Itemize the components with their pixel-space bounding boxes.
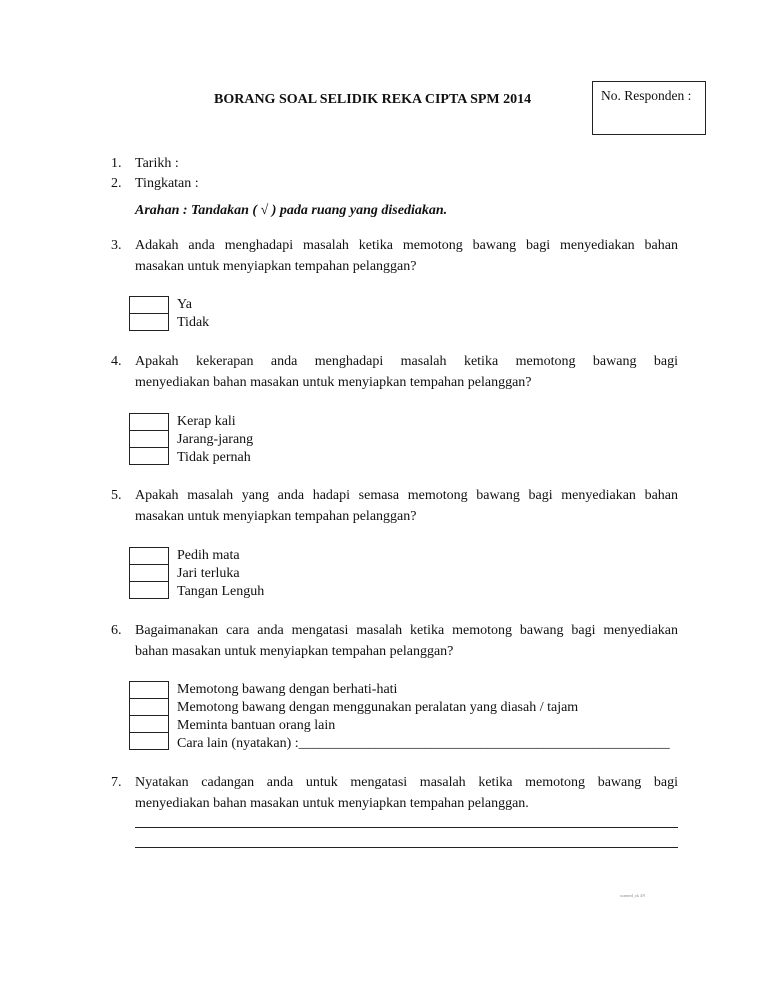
q6-option-cara-lain: Cara lain (nyatakan) :_____________________________________________________: [177, 736, 670, 751]
q5-text-line1: Apakah masalah yang anda hadapi semasa memotong bawang bagi menyediakan bahan: [135, 488, 678, 503]
q2-form-level-label: Tingkatan :: [135, 176, 199, 191]
q7-answer-line-2[interactable]: [135, 847, 678, 848]
q4-checkbox-jarang-jarang[interactable]: [129, 430, 169, 448]
q4-checkbox-tidak-pernah[interactable]: [129, 447, 169, 465]
q6-number: 6.: [111, 623, 122, 638]
q4-number: 4.: [111, 354, 122, 369]
q4-checkbox-group: [129, 413, 169, 465]
q3-checkbox-ya[interactable]: [129, 296, 169, 314]
q5-number: 5.: [111, 488, 122, 503]
respondent-number-label: No. Responden :: [601, 88, 692, 103]
q6-text-line1: Bagaimanakan cara anda mengatasi masalah ketika memotong bawang bagi menyediakan: [135, 623, 678, 638]
q3-checkbox-tidak[interactable]: [129, 313, 169, 331]
instruction: Arahan : Tandakan ( √ ) pada ruang yang disediakan.: [135, 203, 448, 218]
q6-text-line2: bahan masakan untuk menyiapkan tempahan pelanggan?: [135, 644, 454, 659]
q6-checkbox-cara-lain[interactable]: [129, 732, 169, 750]
q5-checkbox-jari-terluka[interactable]: [129, 564, 169, 582]
q5-option-tangan-lenguh: Tangan Lenguh: [177, 584, 265, 599]
q3-option-ya: Ya: [177, 297, 192, 312]
q6-option-berhati-hati: Memotong bawang dengan berhati-hati: [177, 682, 398, 697]
q4-option-tidak-pernah: Tidak pernah: [177, 450, 251, 465]
q6-option-bantuan: Meminta bantuan orang lain: [177, 718, 336, 733]
q5-text-line2: masakan untuk menyiapkan tempahan pelanggan?: [135, 509, 417, 524]
q3-checkbox-group: [129, 296, 169, 331]
q4-text-line2: menyediakan bahan masakan untuk menyiapkan tempahan pelanggan?: [135, 375, 532, 390]
q7-number: 7.: [111, 775, 122, 790]
q5-checkbox-group: [129, 547, 169, 599]
q4-text-line1: Apakah kekerapan anda menghadapi masalah ketika memotong bawang bagi: [135, 354, 678, 369]
respondent-number-box[interactable]: [592, 81, 706, 135]
q6-checkbox-bantuan[interactable]: [129, 715, 169, 733]
q7-answer-line-1[interactable]: [135, 827, 678, 828]
q5-checkbox-tangan-lenguh[interactable]: [129, 581, 169, 599]
q5-checkbox-pedih-mata[interactable]: [129, 547, 169, 565]
q1-number: 1.: [111, 156, 122, 171]
q4-checkbox-kerap-kali[interactable]: [129, 413, 169, 431]
q1-date-label: Tarikh :: [135, 156, 179, 171]
q5-option-pedih-mata: Pedih mata: [177, 548, 240, 563]
q3-text-line2: masakan untuk menyiapkan tempahan pelanggan?: [135, 259, 417, 274]
q3-option-tidak: Tidak: [177, 315, 210, 330]
form-title: BORANG SOAL SELIDIK REKA CIPTA SPM 2014: [214, 92, 532, 107]
q4-option-kerap-kali: Kerap kali: [177, 414, 236, 429]
q5-option-jari-terluka: Jari terluka: [177, 566, 240, 581]
q2-number: 2.: [111, 176, 122, 191]
footer-note: scanned_ok 4/9: [620, 893, 645, 898]
q6-option-peralatan-tajam: Memotong bawang dengan menggunakan peralatan yang diasah / tajam: [177, 700, 579, 715]
q4-option-jarang-jarang: Jarang-jarang: [177, 432, 254, 447]
q6-checkbox-berhati-hati[interactable]: [129, 681, 169, 699]
q6-checkbox-group: [129, 681, 169, 750]
q6-checkbox-peralatan-tajam[interactable]: [129, 698, 169, 716]
q3-text-line1: Adakah anda menghadapi masalah ketika memotong bawang bagi menyediakan bahan: [135, 238, 678, 253]
q7-text-line1: Nyatakan cadangan anda untuk mengatasi masalah ketika memotong bawang bagi: [135, 775, 678, 790]
q7-text-line2: menyediakan bahan masakan untuk menyiapkan tempahan pelanggan.: [135, 796, 529, 811]
q3-number: 3.: [111, 238, 122, 253]
